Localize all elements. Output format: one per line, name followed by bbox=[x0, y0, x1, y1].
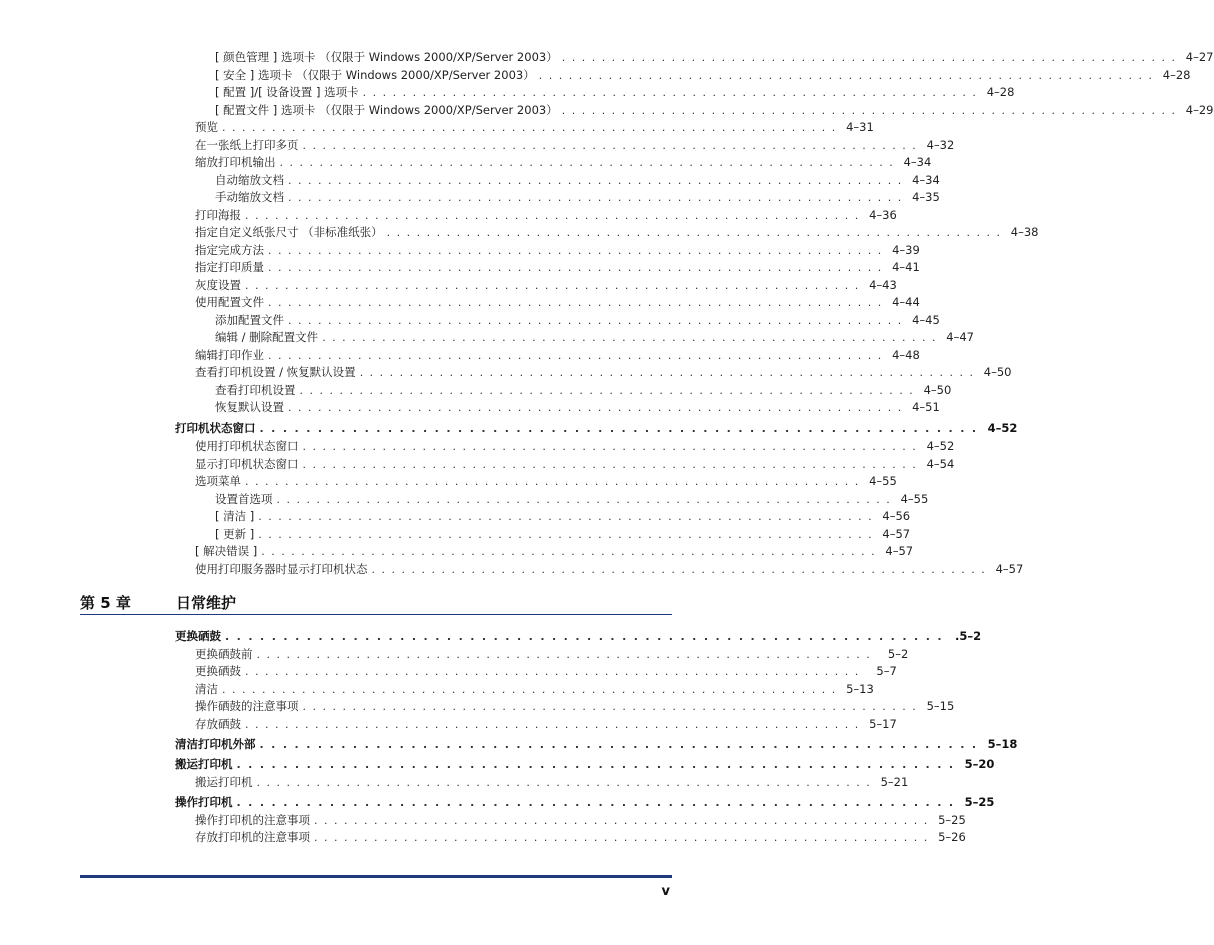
toc-entry-title: 指定完成方法 bbox=[195, 243, 264, 257]
toc-entry-page: 4–55 bbox=[900, 492, 929, 506]
toc-entry-page: 4–52 bbox=[926, 439, 955, 453]
toc-entry-page: 4–28 bbox=[986, 85, 1015, 99]
toc-entry-title: 选项菜单 bbox=[195, 474, 241, 488]
footer-rule bbox=[80, 875, 672, 878]
toc-entry-title: 指定自定义纸张尺寸 （非标准纸张） bbox=[195, 225, 383, 239]
toc-entry-title: [ 解决错误 ] bbox=[195, 544, 258, 558]
toc-entry[interactable] bbox=[195, 223, 1039, 240]
toc-entry[interactable] bbox=[215, 171, 940, 188]
toc-entry-page: 4–41 bbox=[892, 260, 920, 274]
toc-entry-page: 4–34 bbox=[912, 173, 940, 187]
toc-leader: .............................................................. bbox=[288, 401, 908, 414]
toc-leader: .............................................................. bbox=[236, 796, 961, 809]
toc-section-entry[interactable] bbox=[175, 793, 995, 810]
toc-entry-title: 在一张纸上打印多页 bbox=[195, 138, 299, 152]
toc-leader: .............................................................. bbox=[268, 244, 888, 257]
toc-leader: .............................................................. bbox=[359, 366, 980, 379]
toc-entry-page: 4–38 bbox=[1010, 225, 1039, 239]
toc-entry[interactable] bbox=[215, 525, 911, 542]
toc-leader: .............................................................. bbox=[256, 776, 877, 789]
toc-entry-page: 5–20 bbox=[964, 757, 995, 771]
toc-entry-page: 4–47 bbox=[946, 330, 974, 344]
toc-entry-page: 4–31 bbox=[846, 120, 874, 134]
toc-entry-page: 4–34 bbox=[903, 155, 932, 169]
toc-entry-title: 指定打印质量 bbox=[195, 260, 264, 274]
toc-entry-title: 编辑打印作业 bbox=[195, 348, 264, 362]
toc-entry-page: 4–45 bbox=[912, 313, 940, 327]
toc-entry-title: [ 清洁 ] bbox=[215, 509, 255, 523]
chapter-heading bbox=[80, 592, 672, 615]
toc-entry-page: 5–2 bbox=[887, 647, 909, 661]
toc-leader: .............................................................. bbox=[561, 104, 1182, 117]
toc-entry[interactable] bbox=[195, 363, 1012, 380]
toc-leader: .............................................................. bbox=[268, 349, 888, 362]
toc-entry-page: 4–57 bbox=[882, 527, 911, 541]
toc-entry-page: 5–15 bbox=[926, 699, 955, 713]
toc-entry-page: 5–21 bbox=[880, 775, 909, 789]
toc-entry-title: 清洁打印机外部 bbox=[175, 737, 256, 751]
toc-entry-page: .5–2 bbox=[954, 629, 982, 643]
toc-section-entry[interactable] bbox=[175, 627, 982, 644]
toc-entry-title: 搬运打印机 bbox=[175, 757, 233, 771]
toc-entry-title: 搬运打印机 bbox=[195, 775, 253, 789]
toc-entry[interactable] bbox=[195, 455, 955, 472]
toc-entry-title: 更换硒鼓 bbox=[175, 629, 221, 643]
toc-leader: .............................................................. bbox=[288, 174, 908, 187]
toc-leader: .............................................................. bbox=[314, 814, 934, 827]
toc-entry[interactable] bbox=[195, 542, 914, 559]
toc-entry[interactable] bbox=[195, 437, 955, 454]
toc-entry[interactable] bbox=[195, 293, 920, 310]
toc-entry-title: 查看打印机设置 bbox=[215, 383, 296, 397]
toc-entry-page: 4–39 bbox=[892, 243, 920, 257]
toc-entry[interactable] bbox=[195, 828, 966, 845]
toc-entry[interactable] bbox=[195, 715, 897, 732]
toc-entry-title: 编辑 / 删除配置文件 bbox=[215, 330, 319, 344]
toc-entry[interactable] bbox=[215, 328, 974, 345]
toc-leader: .............................................................. bbox=[302, 700, 923, 713]
toc-entry-page: 4–54 bbox=[926, 457, 955, 471]
toc-entry[interactable] bbox=[195, 560, 1024, 577]
toc-leader: .............................................................. bbox=[245, 475, 865, 488]
toc-leader: .............................................................. bbox=[302, 139, 923, 152]
toc-entry[interactable] bbox=[215, 101, 1214, 118]
toc-leader: .............................................................. bbox=[261, 545, 882, 558]
toc-entry-title: [ 颜色管理 ] 选项卡 （仅限于 Windows 2000/XP/Server 2003） bbox=[215, 50, 558, 64]
toc-leader: .............................................................. bbox=[259, 422, 984, 435]
toc-entry-page: 5–7 bbox=[876, 664, 897, 678]
toc-entry-title: 操作打印机 bbox=[175, 795, 233, 809]
toc-leader: .............................................................. bbox=[302, 440, 923, 453]
toc-leader: .............................................................. bbox=[276, 493, 897, 506]
toc-entry-title: 存放硒鼓 bbox=[195, 717, 241, 731]
toc-entry[interactable] bbox=[195, 662, 897, 679]
toc-leader: .............................................................. bbox=[561, 51, 1182, 64]
toc-entry-title: [ 配置 ]/[ 设备设置 ] 选项卡 bbox=[215, 85, 359, 99]
toc-leader: .............................................................. bbox=[279, 156, 900, 169]
chapter-title[interactable]: 日常维护 bbox=[176, 594, 237, 612]
toc-entry-title: 存放打印机的注意事项 bbox=[195, 830, 310, 844]
toc-leader: .............................................................. bbox=[268, 261, 888, 274]
toc-entry-title: 使用打印机状态窗口 bbox=[195, 439, 299, 453]
toc-entry-title: [ 配置文件 ] 选项卡 （仅限于 Windows 2000/XP/Server 2003） bbox=[215, 103, 558, 117]
toc-entry-page: 5–13 bbox=[846, 682, 874, 696]
toc-entry[interactable] bbox=[215, 490, 929, 507]
toc-entry[interactable] bbox=[195, 697, 955, 714]
page-number: v bbox=[661, 884, 670, 899]
toc-leader: .............................................................. bbox=[538, 69, 1159, 82]
toc-entry[interactable] bbox=[215, 381, 952, 398]
toc-section-entry[interactable] bbox=[175, 755, 995, 772]
toc-leader: .............................................................. bbox=[259, 738, 984, 751]
toc-leader: .............................................................. bbox=[225, 630, 950, 643]
toc-entry-title: 打印海报 bbox=[195, 208, 241, 222]
toc-entry-page: 4–52 bbox=[987, 421, 1018, 435]
toc-entry[interactable] bbox=[195, 645, 909, 662]
toc-leader: .............................................................. bbox=[245, 209, 865, 222]
toc-entry-title: 自动缩放文档 bbox=[215, 173, 284, 187]
toc-entry-page: 4–35 bbox=[912, 190, 940, 204]
toc-entry-page: 4–43 bbox=[869, 278, 897, 292]
toc-entry[interactable] bbox=[195, 472, 897, 489]
toc-entry-page: 5–25 bbox=[938, 813, 966, 827]
toc-leader: .............................................................. bbox=[245, 718, 865, 731]
toc-entry-page: 4–51 bbox=[912, 400, 940, 414]
toc-entry-title: 更换硒鼓前 bbox=[195, 647, 253, 661]
toc-entry-page: 4–50 bbox=[983, 365, 1012, 379]
toc-leader: .............................................................. bbox=[299, 384, 920, 397]
toc-entry-page: 4–56 bbox=[882, 509, 911, 523]
toc-leader: .............................................................. bbox=[222, 683, 842, 696]
toc-entry-title: 手动缩放文档 bbox=[215, 190, 284, 204]
toc-leader: .............................................................. bbox=[256, 648, 877, 661]
toc-entry[interactable] bbox=[215, 398, 940, 415]
toc-entry-title: 操作硒鼓的注意事项 bbox=[195, 699, 299, 713]
toc-entry-page: 5–17 bbox=[869, 717, 897, 731]
toc-leader: .............................................................. bbox=[245, 279, 865, 292]
toc-leader: .............................................................. bbox=[245, 665, 865, 678]
toc-entry[interactable] bbox=[195, 241, 920, 258]
toc-entry-title: 缩放打印机输出 bbox=[195, 155, 276, 169]
toc-entry[interactable] bbox=[215, 83, 1015, 100]
toc-section-entry[interactable] bbox=[175, 735, 1018, 752]
toc-entry[interactable] bbox=[195, 811, 966, 828]
toc-entry-page: 4–55 bbox=[869, 474, 897, 488]
toc-entry[interactable] bbox=[215, 66, 1191, 83]
toc-entry-page: 4–27 bbox=[1185, 50, 1214, 64]
toc-entry-title: 显示打印机状态窗口 bbox=[195, 457, 299, 471]
toc-entry-title: 恢复默认设置 bbox=[215, 400, 284, 414]
toc-entry-title: 查看打印机设置 / 恢复默认设置 bbox=[195, 365, 356, 379]
toc-entry[interactable] bbox=[195, 258, 920, 275]
chapter-number: 第 5 章 bbox=[80, 594, 131, 612]
toc-entry-title: 预览 bbox=[195, 120, 218, 134]
toc-leader: .............................................................. bbox=[222, 121, 842, 134]
toc-entry-page: 4–29 bbox=[1185, 103, 1214, 117]
toc-leader: .............................................................. bbox=[314, 831, 934, 844]
toc-entry-title: 添加配置文件 bbox=[215, 313, 284, 327]
toc-leader: .............................................................. bbox=[288, 314, 908, 327]
toc-entry-page: 4–48 bbox=[892, 348, 920, 362]
toc-entry-page: 5–26 bbox=[938, 830, 966, 844]
toc-entry-page: 4–44 bbox=[892, 295, 920, 309]
toc-entry[interactable] bbox=[195, 206, 897, 223]
toc-entry[interactable] bbox=[195, 773, 909, 790]
toc-entry[interactable] bbox=[195, 136, 955, 153]
toc-entry-title: 设置首选项 bbox=[215, 492, 273, 506]
toc-entry-title: 操作打印机的注意事项 bbox=[195, 813, 310, 827]
toc-entry-page: 4–32 bbox=[926, 138, 955, 152]
toc-entry[interactable] bbox=[215, 507, 911, 524]
toc-entry-title: 灰度设置 bbox=[195, 278, 241, 292]
toc-entry[interactable] bbox=[195, 680, 874, 697]
toc-entry-page: 5–25 bbox=[964, 795, 995, 809]
toc-entry-title: [ 安全 ] 选项卡 （仅限于 Windows 2000/XP/Server 2003） bbox=[215, 68, 535, 82]
toc-leader: .............................................................. bbox=[258, 528, 879, 541]
toc-entry-page: 5–18 bbox=[987, 737, 1018, 751]
toc-entry[interactable] bbox=[215, 188, 940, 205]
toc-entry[interactable] bbox=[215, 311, 940, 328]
toc-entry[interactable] bbox=[195, 153, 932, 170]
toc-leader: .............................................................. bbox=[302, 458, 923, 471]
toc-section-entry[interactable] bbox=[175, 419, 1018, 436]
toc-entry-page: 4–50 bbox=[923, 383, 952, 397]
toc-leader: .............................................................. bbox=[322, 331, 942, 344]
toc-entry-page: 4–57 bbox=[885, 544, 914, 558]
toc-leader: .............................................................. bbox=[236, 758, 961, 771]
toc-entry-title: 使用配置文件 bbox=[195, 295, 264, 309]
toc-entry-title: 更换硒鼓 bbox=[195, 664, 241, 678]
toc-entry-title: 清洁 bbox=[195, 682, 218, 696]
toc-entry-page: 4–36 bbox=[869, 208, 897, 222]
toc-leader: .............................................................. bbox=[258, 510, 879, 523]
toc-entry[interactable] bbox=[195, 118, 874, 135]
toc-entry-page: 4–57 bbox=[995, 562, 1024, 576]
toc-entry-title: [ 更新 ] bbox=[215, 527, 255, 541]
toc-leader: .............................................................. bbox=[362, 86, 983, 99]
toc-entry[interactable] bbox=[195, 346, 920, 363]
toc-leader: .............................................................. bbox=[268, 296, 888, 309]
toc-leader: .............................................................. bbox=[371, 563, 992, 576]
toc-entry-title: 打印机状态窗口 bbox=[175, 421, 256, 435]
toc-leader: .............................................................. bbox=[386, 226, 1007, 239]
toc-entry[interactable] bbox=[195, 276, 897, 293]
toc-entry-title: 使用打印服务器时显示打印机状态 bbox=[195, 562, 368, 576]
toc-leader: .............................................................. bbox=[288, 191, 908, 204]
toc-entry[interactable] bbox=[215, 48, 1214, 65]
toc-entry-page: 4–28 bbox=[1162, 68, 1191, 82]
